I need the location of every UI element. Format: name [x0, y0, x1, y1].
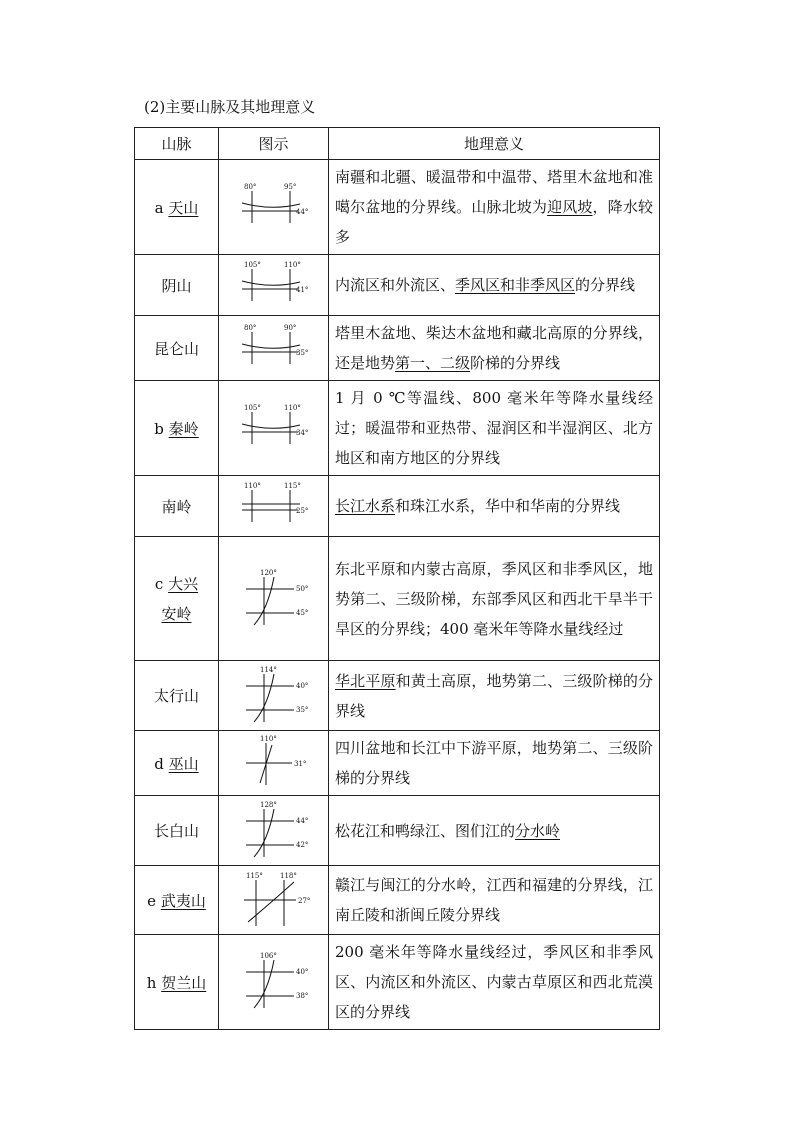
mountain-name: 贺兰山 — [161, 973, 207, 992]
longitude-label: 90° — [283, 324, 296, 332]
table-row — [135, 316, 660, 381]
longitude-label: 110° — [283, 404, 301, 412]
table-row — [135, 731, 660, 796]
meaning-cell — [329, 537, 660, 661]
mountain-diagram — [234, 177, 314, 237]
mountain-name: 昆仑山 — [153, 339, 199, 358]
mountain-diagram — [234, 569, 314, 629]
meaning-text: ，降水较多 — [335, 198, 653, 246]
mountain-diagram — [234, 801, 314, 861]
table-row — [135, 537, 660, 661]
mountain-name: 长白山 — [153, 822, 199, 840]
meaning-cell — [329, 255, 660, 316]
meaning-text: 四川盆地和长江中下游平原，地势第二、三级阶梯的分界线 — [335, 739, 653, 787]
latitude-label: 35° — [295, 349, 308, 357]
mountain-table — [134, 127, 660, 1030]
mountain-name: 太行山 — [153, 687, 199, 705]
mountain-diagram — [234, 318, 314, 378]
mountain-name-cell — [135, 661, 219, 731]
longitude-label: 80° — [243, 324, 256, 332]
meaning-text: 南疆和北疆、暖温带和中温带、塔里木盆地和准噶尔盆地的分界线。山脉北坡为 — [335, 168, 653, 216]
meaning-text: 塔里木盆地、柴达木盆地和藏北高原的分界线，还是地势 — [335, 324, 653, 372]
mountain-prefix: d — [154, 754, 169, 773]
mountain-diagram — [234, 398, 314, 458]
mountain-diagram — [234, 476, 314, 536]
table-row — [135, 381, 660, 476]
latitude-label: 41° — [295, 286, 308, 294]
meaning-cell — [329, 381, 660, 476]
latitude-label: 40° — [295, 968, 308, 976]
latitude-label: 45° — [295, 608, 308, 617]
mountain-diagram — [234, 255, 314, 315]
meaning-keyword: 分水岭 — [515, 821, 561, 840]
meaning-keyword: 长江水系 — [335, 497, 396, 515]
mountain-name-cell — [135, 255, 219, 316]
figure-cell — [219, 537, 329, 661]
longitude-label: 120° — [259, 568, 277, 577]
meaning-text: 东北平原和内蒙古高原，季风区和非季风区，地势第二、三级阶梯，东部季风区和西北干旱半干旱区的分界线；400 毫米年等降水量线经过 — [335, 559, 653, 638]
meaning-keyword: 第一、二级 — [395, 354, 471, 372]
mountain-prefix: a — [154, 198, 169, 217]
mountain-prefix: e — [147, 891, 161, 910]
mountain-ridge-line — [242, 424, 300, 428]
meaning-keyword: 迎风坡 — [547, 198, 593, 216]
latitude-label: 31° — [293, 760, 306, 768]
figure-cell — [219, 661, 329, 731]
longitude-label: 80° — [243, 183, 256, 191]
meaning-cell — [329, 476, 660, 537]
meaning-keyword: 季风区和非季风区 — [455, 276, 576, 294]
latitude-label: 50° — [295, 584, 308, 593]
longitude-label: 105° — [243, 404, 261, 412]
latitude-label: 38° — [295, 992, 308, 1000]
mountain-name: 大兴安岭 — [161, 574, 199, 623]
mountain-name: 天山 — [168, 198, 199, 217]
latitude-label: 44° — [295, 208, 308, 216]
longitude-label: 110° — [243, 482, 261, 490]
longitude-label: 115° — [283, 482, 301, 490]
latitude-label: 42° — [295, 840, 308, 849]
mountain-prefix: c — [154, 574, 169, 593]
mountain-name: 秦岭 — [168, 419, 199, 438]
mountain-name-cell — [135, 316, 219, 381]
mountain-diagram — [234, 952, 314, 1012]
figure-cell — [219, 866, 329, 935]
mountain-name: 武夷山 — [160, 891, 206, 910]
mountain-ridge-line — [242, 344, 300, 348]
meaning-cell — [329, 160, 660, 255]
meaning-text: 松花江和鸭绿江、图们江的 — [335, 821, 516, 840]
latitude-label: 40° — [295, 681, 308, 690]
longitude-label: 110° — [283, 261, 301, 269]
mountain-name: 阴山 — [161, 276, 192, 295]
meaning-text: 200 毫米年等降水量线经过，季风区和非季风区、内流区和外流区、内蒙古草原区和西北荒漠区的分界线 — [335, 943, 653, 1021]
table-row — [135, 935, 660, 1030]
longitude-label: 128° — [259, 800, 277, 809]
table-row — [135, 255, 660, 316]
table-row — [135, 160, 660, 255]
mountain-name-cell — [135, 796, 219, 866]
figure-cell — [219, 935, 329, 1030]
meaning-text: 和珠江水系，华中和华南的分界线 — [395, 497, 621, 515]
mountain-prefix: h — [146, 973, 162, 992]
table-row — [135, 796, 660, 866]
mountain-name-cell — [135, 935, 219, 1030]
latitude-label: 25° — [295, 507, 308, 515]
mountain-diagram — [234, 870, 314, 930]
mountain-name-cell — [135, 866, 219, 935]
table-header-row — [135, 128, 660, 160]
section-title: (2)主要山脉及其地理意义 — [144, 98, 316, 116]
meaning-cell — [329, 935, 660, 1030]
figure-cell — [219, 316, 329, 381]
longitude-label: 114° — [259, 665, 277, 674]
longitude-label: 118° — [279, 872, 297, 880]
mountain-ridge-line — [248, 882, 294, 922]
mountain-prefix: b — [154, 419, 169, 438]
latitude-label: 27° — [297, 897, 310, 905]
mountain-name-cell — [135, 731, 219, 796]
meaning-text: 阶梯的分界线 — [470, 354, 561, 372]
longitude-label: 105° — [243, 261, 261, 269]
meaning-keyword: 华北平原 — [335, 671, 396, 690]
latitude-label: 34° — [295, 429, 308, 437]
latitude-label: 35° — [295, 705, 308, 714]
longitude-label: 95° — [283, 183, 296, 191]
mountain-ridge-line — [242, 281, 300, 285]
header-figure: 图示 — [219, 128, 329, 160]
mountain-name-cell — [135, 537, 219, 661]
mountain-name-cell — [135, 160, 219, 255]
table-row — [135, 866, 660, 935]
mountain-name: 巫山 — [168, 754, 199, 773]
meaning-cell — [329, 796, 660, 866]
mountain-name-cell — [135, 381, 219, 476]
latitude-label: 44° — [295, 816, 308, 825]
meaning-cell — [329, 316, 660, 381]
mountain-ridge-line — [242, 203, 300, 207]
mountain-diagram — [234, 733, 314, 793]
figure-cell — [219, 255, 329, 316]
figure-cell — [219, 796, 329, 866]
longitude-label: 115° — [245, 872, 263, 880]
mountain-diagram — [234, 666, 314, 726]
figure-cell — [219, 476, 329, 537]
table-row — [135, 476, 660, 537]
figure-cell — [219, 731, 329, 796]
longitude-label: 106° — [259, 952, 277, 960]
meaning-cell — [329, 661, 660, 731]
meaning-cell — [329, 731, 660, 796]
meaning-text: 和黄土高原，地势第二、三级阶梯的分界线 — [335, 671, 653, 720]
meaning-text: 1 月 0 ℃等温线、800 毫米年等降水量线经过；暖温带和亚热带、湿润区和半湿润区、北方地区和南方地区的分界线 — [335, 389, 653, 467]
table-row — [135, 661, 660, 731]
figure-cell — [219, 381, 329, 476]
header-meaning: 地理意义 — [329, 128, 660, 160]
longitude-label: 110° — [259, 735, 277, 743]
meaning-text: 赣江与闽江的分水岭，江西和福建的分界线，江南丘陵和浙闽丘陵分界线 — [335, 876, 653, 924]
meaning-text: 的分界线 — [575, 276, 636, 294]
figure-cell — [219, 160, 329, 255]
meaning-text: 内流区和外流区、 — [335, 276, 456, 294]
mountain-name: 南岭 — [161, 497, 192, 516]
meaning-cell — [329, 866, 660, 935]
header-mountain: 山脉 — [135, 128, 219, 160]
mountain-name-cell — [135, 476, 219, 537]
